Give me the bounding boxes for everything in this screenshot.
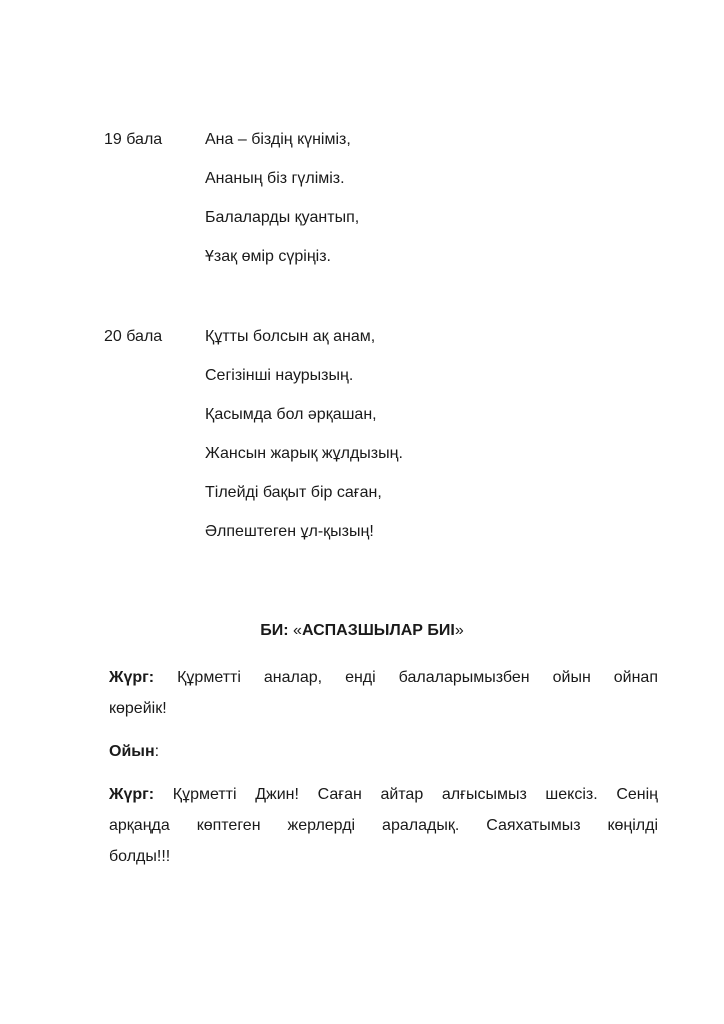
stanza2-line-1: Құтты болсын ақ анам, xyxy=(205,328,376,345)
para1-text-1: Құрметті аналар, енді балаларымызбен ойын ойнап xyxy=(154,669,658,686)
game-label: Ойын xyxy=(109,743,155,760)
stanza2-line-2: Сегізінші наурызың. xyxy=(205,367,354,384)
dance-open-quote: « xyxy=(288,622,302,639)
stanza2-line-5: Тілейді бақыт бір саған, xyxy=(205,484,382,501)
para2-line-2: арқаңда көптеген жерлерді араладық. Саяхатымыз көңілді xyxy=(109,817,658,834)
stanza2-line-4: Жансын жарық жұлдызың. xyxy=(205,445,403,462)
game-suffix: : xyxy=(154,743,160,760)
stanza1-speaker: 19 бала xyxy=(104,131,163,148)
stanza1-line-1: Ана – біздің күніміз, xyxy=(205,131,351,148)
dance-close-quote: » xyxy=(454,622,464,639)
para2-text-1: Құрметті Джин! Саған айтар алғысымыз шексіз. Сенің xyxy=(154,786,658,803)
stanza1-line-3: Балаларды қуантып, xyxy=(205,209,360,226)
para1-speaker: Жүрг: xyxy=(109,669,155,686)
stanza1-line-2: Ананың біз гүліміз. xyxy=(205,170,345,187)
stanza1-line-4: Ұзақ өмір сүріңіз. xyxy=(205,248,331,265)
stanza2-line-6: Әлпештеген ұл-қызың! xyxy=(205,523,374,540)
para1-line-1 xyxy=(109,662,658,693)
para2-speaker: Жүрг: xyxy=(109,786,155,803)
game-line xyxy=(109,736,658,767)
stanza2-speaker: 20 бала xyxy=(104,328,163,345)
stanza2-line-3: Қасымда бол әрқашан, xyxy=(205,406,377,423)
para2-line-1 xyxy=(109,779,658,810)
para2-line-3: болды!!! xyxy=(109,848,171,865)
para1-line-2: көрейік! xyxy=(109,700,167,717)
dance-title xyxy=(0,620,724,642)
dance-name: АСПАЗШЫЛАР БИІ xyxy=(301,622,455,639)
dance-label: БИ: xyxy=(260,622,289,639)
